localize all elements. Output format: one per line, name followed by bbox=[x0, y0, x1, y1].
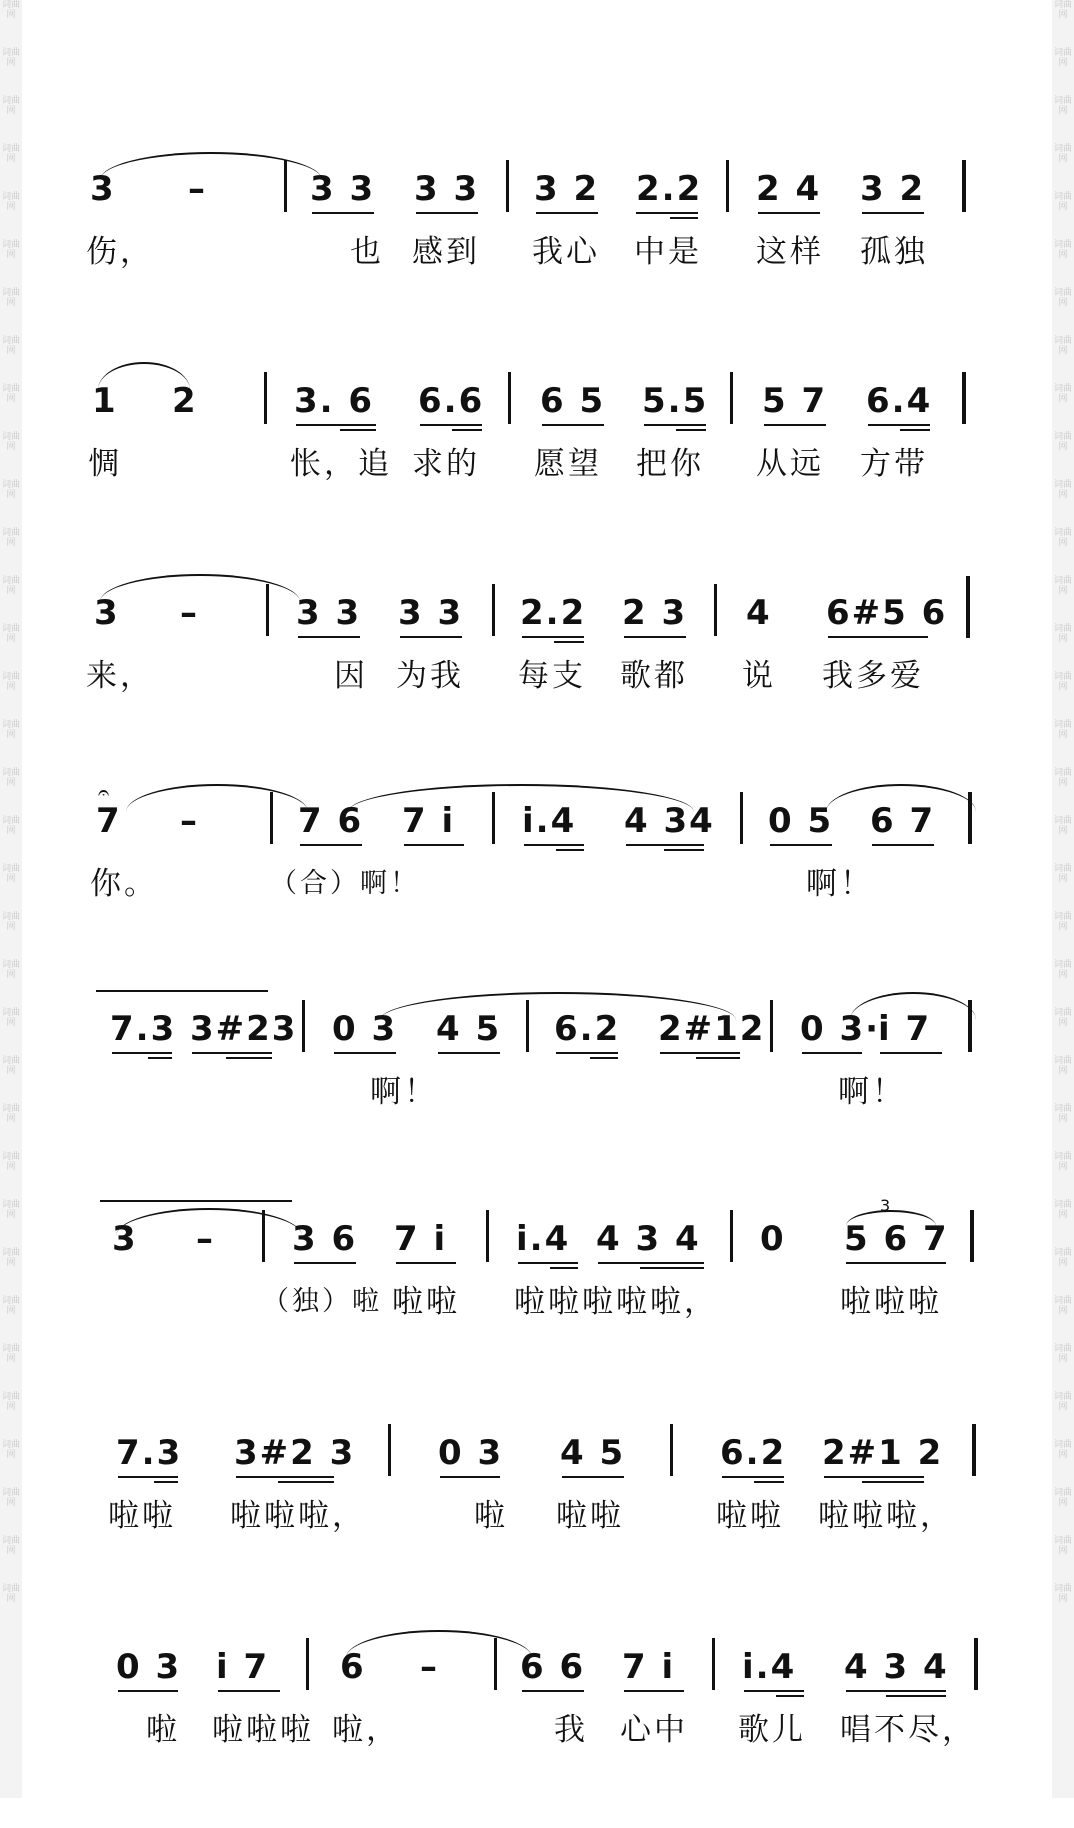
barline bbox=[970, 1210, 974, 1262]
watermark-text: 词曲网 bbox=[1053, 1008, 1072, 1028]
watermark-text: 词曲网 bbox=[1053, 1536, 1072, 1556]
watermark-text: 词曲网 bbox=[1, 384, 20, 404]
lyric: 因 bbox=[334, 658, 368, 694]
barline bbox=[962, 160, 966, 212]
lyric: 感到 bbox=[412, 234, 480, 270]
underline bbox=[524, 844, 584, 846]
watermark-text: 词曲网 bbox=[1053, 528, 1072, 548]
watermark-text: 词曲网 bbox=[1, 1488, 20, 1508]
underline bbox=[722, 1476, 784, 1478]
lyric: 孤独 bbox=[860, 234, 928, 270]
watermark-text: 词曲网 bbox=[1053, 1200, 1072, 1220]
note: 3#23 bbox=[190, 1009, 298, 1049]
underline bbox=[192, 1052, 272, 1054]
lyric: 啦啦啦， bbox=[230, 1498, 366, 1534]
double-underline bbox=[226, 1057, 272, 1059]
watermark-text: 词曲网 bbox=[1, 144, 20, 164]
lyric: 啦啦啦， bbox=[818, 1498, 954, 1534]
lyric: 伤， bbox=[86, 234, 154, 270]
barline bbox=[388, 1424, 391, 1476]
note: 2.2 bbox=[636, 169, 703, 209]
underline bbox=[522, 1690, 584, 1692]
dash: – bbox=[196, 1219, 215, 1259]
note: 4 5 bbox=[436, 1009, 502, 1049]
dash: – bbox=[420, 1647, 439, 1687]
lyric: 唱不尽， bbox=[840, 1712, 976, 1748]
watermark-text: 词曲网 bbox=[1053, 48, 1072, 68]
watermark-text: 词曲网 bbox=[1053, 768, 1072, 788]
double-underline bbox=[452, 429, 482, 431]
watermark-text: 词曲网 bbox=[1, 912, 20, 932]
watermark-text: 词曲网 bbox=[1053, 1584, 1072, 1604]
underline bbox=[758, 212, 820, 214]
underline bbox=[334, 1052, 396, 1054]
note: 5 7 bbox=[762, 381, 828, 421]
watermark-text: 词曲网 bbox=[1053, 1152, 1072, 1172]
note: 0 5 bbox=[768, 801, 834, 841]
lyric: 啦啦啦啦啦， bbox=[514, 1284, 718, 1320]
watermark-text: 词曲网 bbox=[1053, 432, 1072, 452]
lyric: 心中 bbox=[620, 1712, 688, 1748]
lyric: 歌都 bbox=[620, 658, 688, 694]
double-underline bbox=[696, 1057, 740, 1059]
watermark-text: 词曲网 bbox=[1, 720, 20, 740]
tie-line bbox=[96, 990, 268, 992]
note: 6 7 bbox=[870, 801, 936, 841]
underline bbox=[112, 1052, 172, 1054]
note: 6.2 bbox=[720, 1433, 787, 1473]
music-system-5 bbox=[0, 990, 1074, 1190]
note: 2 bbox=[172, 381, 198, 421]
note: 7.3 bbox=[116, 1433, 183, 1473]
double-underline bbox=[900, 429, 930, 431]
lyric: 啦啦啦 bbox=[840, 1284, 942, 1320]
barline bbox=[508, 372, 511, 424]
note: 4 34 bbox=[624, 801, 715, 841]
note: 3 bbox=[112, 1219, 138, 1259]
watermark-text: 词曲网 bbox=[1, 1008, 20, 1028]
barline bbox=[506, 160, 509, 212]
lyric: 方带 bbox=[860, 446, 928, 482]
watermark-text: 词曲网 bbox=[1053, 720, 1072, 740]
note: 0 3 bbox=[438, 1433, 504, 1473]
underline bbox=[416, 212, 478, 214]
lyric: 惆 bbox=[88, 446, 122, 482]
underline bbox=[824, 1476, 924, 1478]
note: 4 3 4 bbox=[596, 1219, 701, 1259]
watermark-text: 词曲网 bbox=[1, 1536, 20, 1556]
slur bbox=[346, 1630, 532, 1658]
barline bbox=[494, 1638, 497, 1690]
watermark-text: 词曲网 bbox=[1053, 384, 1072, 404]
note: i 7 bbox=[216, 1647, 270, 1687]
barline bbox=[968, 1000, 972, 1052]
note: 0 3 bbox=[116, 1647, 182, 1687]
underline bbox=[846, 1690, 946, 1692]
note: 6 5 bbox=[540, 381, 606, 421]
underline bbox=[440, 1476, 500, 1478]
note: 2 3 bbox=[622, 593, 688, 633]
note: 3 bbox=[90, 169, 116, 209]
underline bbox=[218, 1690, 280, 1692]
underline bbox=[294, 1262, 356, 1264]
note: 7 i bbox=[402, 801, 456, 841]
watermark-text: 词曲网 bbox=[1053, 672, 1072, 692]
lyric: 每支 bbox=[518, 658, 586, 694]
underline bbox=[522, 636, 584, 638]
watermark-text: 词曲网 bbox=[1, 1056, 20, 1076]
watermark-text: 词曲网 bbox=[1053, 1248, 1072, 1268]
underline bbox=[636, 212, 698, 214]
barline bbox=[714, 584, 717, 636]
watermark-text: 词曲网 bbox=[1, 816, 20, 836]
barline bbox=[726, 160, 729, 212]
watermark-text: 词曲网 bbox=[1053, 960, 1072, 980]
double-underline bbox=[590, 1057, 618, 1059]
lyric: （合）啊！ bbox=[270, 868, 420, 899]
lyric: 我 bbox=[554, 1712, 588, 1748]
note: 4 bbox=[746, 593, 772, 633]
lyric: 你。 bbox=[90, 866, 158, 902]
watermark-text: 词曲网 bbox=[1, 1392, 20, 1412]
underline bbox=[624, 636, 686, 638]
barline bbox=[968, 792, 972, 844]
lyric: 把你 bbox=[636, 446, 704, 482]
lyric: 啦啦 bbox=[716, 1498, 784, 1534]
barline bbox=[972, 1424, 976, 1476]
lyric: 啦啦 bbox=[392, 1284, 460, 1320]
watermark-text: 词曲网 bbox=[1, 576, 20, 596]
lyric: 啦啦 bbox=[108, 1498, 176, 1534]
barline bbox=[730, 372, 733, 424]
note: 0 3 bbox=[332, 1009, 398, 1049]
underline bbox=[872, 844, 934, 846]
underline bbox=[542, 424, 604, 426]
underline bbox=[312, 212, 374, 214]
watermark-text: 词曲网 bbox=[1, 480, 20, 500]
watermark-text: 词曲网 bbox=[1, 768, 20, 788]
note: 7.3 bbox=[110, 1009, 177, 1049]
music-system-4 bbox=[0, 782, 1074, 982]
watermark-text: 词曲网 bbox=[1053, 240, 1072, 260]
underline bbox=[296, 424, 376, 426]
underline bbox=[396, 1262, 456, 1264]
music-system-8 bbox=[0, 1628, 1074, 1828]
barline bbox=[264, 372, 267, 424]
watermark-text: 词曲网 bbox=[1053, 1440, 1072, 1460]
lyric: 求的 bbox=[412, 446, 480, 482]
watermark-text: 词曲网 bbox=[1053, 1296, 1072, 1316]
lyric: 歌儿 bbox=[738, 1712, 806, 1748]
underline bbox=[802, 1052, 862, 1054]
triplet-mark: 3 bbox=[880, 1196, 891, 1215]
double-underline bbox=[676, 429, 706, 431]
underline bbox=[298, 636, 360, 638]
note: 6.6 bbox=[418, 381, 485, 421]
dash: – bbox=[180, 593, 199, 633]
note: 3 bbox=[94, 593, 120, 633]
watermark-text: 词曲网 bbox=[1, 240, 20, 260]
note: 6 bbox=[340, 1647, 366, 1687]
note: 7 6 bbox=[298, 801, 364, 841]
lyric: 从远 bbox=[756, 446, 824, 482]
barline bbox=[306, 1638, 309, 1690]
note: 6#5 6 bbox=[826, 593, 948, 633]
underline bbox=[420, 424, 482, 426]
watermark-text: 词曲网 bbox=[1, 960, 20, 980]
watermark-text: 词曲网 bbox=[1053, 0, 1072, 20]
dash: – bbox=[188, 169, 207, 209]
double-underline bbox=[776, 1695, 804, 1697]
underline bbox=[744, 1690, 804, 1692]
watermark-text: 词曲网 bbox=[1, 1248, 20, 1268]
underline bbox=[536, 212, 598, 214]
note: 7 bbox=[96, 801, 122, 841]
watermark-text: 词曲网 bbox=[1053, 1392, 1072, 1412]
double-underline bbox=[154, 1481, 178, 1483]
note: 2.2 bbox=[520, 593, 587, 633]
dash: – bbox=[180, 801, 199, 841]
watermark-text: 词曲网 bbox=[1, 672, 20, 692]
underline bbox=[236, 1476, 334, 1478]
watermark-text: 词曲网 bbox=[1, 1152, 20, 1172]
watermark-text: 词曲网 bbox=[1053, 336, 1072, 356]
note: 1 bbox=[92, 381, 118, 421]
note: 2 4 bbox=[756, 169, 822, 209]
watermark-text: 词曲网 bbox=[1, 96, 20, 116]
watermark-text: 词曲网 bbox=[1053, 288, 1072, 308]
slur bbox=[100, 152, 322, 180]
watermark-text: 词曲网 bbox=[1, 1296, 20, 1316]
note: 3. 6 bbox=[294, 381, 375, 421]
underline bbox=[556, 1052, 618, 1054]
underline bbox=[770, 844, 832, 846]
lyric: 愿望 bbox=[534, 446, 602, 482]
note: 4 3 4 bbox=[844, 1647, 949, 1687]
barline bbox=[492, 792, 495, 844]
barline bbox=[974, 1638, 978, 1690]
double-underline bbox=[550, 1267, 578, 1269]
underline bbox=[828, 636, 928, 638]
barline bbox=[770, 1000, 773, 1052]
underline bbox=[562, 1476, 624, 1478]
lyric: （独）啦 bbox=[262, 1286, 382, 1317]
lyric: 啦， bbox=[332, 1712, 400, 1748]
watermark-text: 词曲网 bbox=[1053, 1488, 1072, 1508]
watermark-text: 词曲网 bbox=[1053, 480, 1072, 500]
watermark-text: 词曲网 bbox=[1053, 1104, 1072, 1124]
barline bbox=[270, 792, 273, 844]
underline bbox=[846, 1262, 946, 1264]
underline bbox=[660, 1052, 740, 1054]
barline bbox=[266, 584, 269, 636]
lyric: 来， bbox=[86, 658, 154, 694]
underline bbox=[624, 1690, 684, 1692]
note: 7 i bbox=[622, 1647, 676, 1687]
lyric: 这样 bbox=[756, 234, 824, 270]
note: i.4 bbox=[516, 1219, 571, 1259]
lyric: 我多爱 bbox=[822, 658, 924, 694]
barline bbox=[486, 1210, 489, 1262]
note: 5 6 7 bbox=[844, 1219, 949, 1259]
double-underline bbox=[640, 1267, 704, 1269]
note: 5.5 bbox=[642, 381, 709, 421]
watermark-text: 词曲网 bbox=[1, 336, 20, 356]
watermark-text: 词曲网 bbox=[1053, 1344, 1072, 1364]
note: i 7 bbox=[878, 1009, 932, 1049]
double-underline bbox=[278, 1481, 334, 1483]
watermark-text: 词曲网 bbox=[1, 1200, 20, 1220]
watermark-text: 词曲网 bbox=[1, 0, 20, 20]
lyric: 啊！ bbox=[806, 866, 874, 902]
watermark-text: 词曲网 bbox=[1053, 816, 1072, 836]
tie-line bbox=[100, 1200, 292, 1202]
note: 4 5 bbox=[560, 1433, 626, 1473]
underline bbox=[626, 844, 704, 846]
double-underline bbox=[556, 849, 584, 851]
underline bbox=[438, 1052, 500, 1054]
watermark-text: 词曲网 bbox=[1, 432, 20, 452]
underline bbox=[868, 424, 930, 426]
note: 3 2 bbox=[534, 169, 600, 209]
lyric: 中是 bbox=[634, 234, 702, 270]
music-system-6 bbox=[0, 1196, 1074, 1400]
underline bbox=[400, 636, 462, 638]
note: 3 6 bbox=[292, 1219, 358, 1259]
watermark-text: 词曲网 bbox=[1053, 1056, 1072, 1076]
note: 3 2 bbox=[860, 169, 926, 209]
fermata-icon: 𝄐 bbox=[98, 780, 110, 804]
lyric: 啊！ bbox=[838, 1074, 906, 1110]
lyric: 啦啦啦 bbox=[212, 1712, 314, 1748]
barline bbox=[302, 1000, 305, 1052]
watermark-text: 词曲网 bbox=[1, 288, 20, 308]
barline bbox=[526, 1000, 529, 1052]
lyric: 为我 bbox=[396, 658, 464, 694]
underline bbox=[118, 1690, 178, 1692]
barline bbox=[262, 1210, 265, 1262]
watermark-text: 词曲网 bbox=[1053, 864, 1072, 884]
double-underline bbox=[664, 849, 704, 851]
watermark-text: 词曲网 bbox=[1, 1584, 20, 1604]
note: 3 3 bbox=[414, 169, 480, 209]
note: 2#1 2 bbox=[822, 1433, 944, 1473]
underline bbox=[300, 844, 362, 846]
watermark-text: 词曲网 bbox=[1, 1344, 20, 1364]
watermark-text: 词曲网 bbox=[1053, 144, 1072, 164]
note: 3#2 3 bbox=[234, 1433, 356, 1473]
music-system-1 bbox=[0, 150, 1074, 350]
lyric: 我心 bbox=[532, 234, 600, 270]
note: 0 bbox=[760, 1219, 786, 1259]
note: 0 3· bbox=[800, 1009, 881, 1049]
watermark-text: 词曲网 bbox=[1, 48, 20, 68]
double-underline bbox=[340, 429, 376, 431]
note: 6.2 bbox=[554, 1009, 621, 1049]
music-system-3 bbox=[0, 574, 1074, 774]
barline bbox=[492, 584, 495, 636]
note: 3 3 bbox=[296, 593, 362, 633]
lyric: 说 bbox=[742, 658, 776, 694]
barline bbox=[670, 1424, 673, 1476]
lyric: 啦啦 bbox=[556, 1498, 624, 1534]
lyric: 怅，追 bbox=[290, 446, 392, 482]
watermark-text: 词曲网 bbox=[1053, 576, 1072, 596]
double-underline bbox=[148, 1057, 172, 1059]
watermark-text: 词曲网 bbox=[1, 1104, 20, 1124]
watermark-text: 词曲网 bbox=[1, 1440, 20, 1460]
note: 3 3 bbox=[398, 593, 464, 633]
note: 3 3 bbox=[310, 169, 376, 209]
note: 6 6 bbox=[520, 1647, 586, 1687]
underline bbox=[518, 1262, 578, 1264]
barline bbox=[740, 792, 743, 844]
double-underline bbox=[862, 1481, 924, 1483]
underline bbox=[404, 844, 464, 846]
double-underline bbox=[554, 641, 584, 643]
note: 2#12 bbox=[658, 1009, 766, 1049]
note: 7 i bbox=[394, 1219, 448, 1259]
lyric: 啦 bbox=[146, 1712, 180, 1748]
underline bbox=[880, 1052, 942, 1054]
watermark-text: 词曲网 bbox=[1053, 96, 1072, 116]
watermark-text: 词曲网 bbox=[1, 528, 20, 548]
double-underline bbox=[886, 1695, 946, 1697]
barline bbox=[966, 576, 970, 638]
double-underline bbox=[670, 217, 698, 219]
barline bbox=[712, 1638, 715, 1690]
lyric: 也 bbox=[350, 234, 384, 270]
note: i.4 bbox=[742, 1647, 797, 1687]
note: 6.4 bbox=[866, 381, 933, 421]
watermark-text: 词曲网 bbox=[1053, 192, 1072, 212]
underline bbox=[862, 212, 924, 214]
double-underline bbox=[754, 1481, 784, 1483]
lyric: 啦 bbox=[474, 1498, 508, 1534]
underline bbox=[644, 424, 706, 426]
underline bbox=[118, 1476, 178, 1478]
lyric: 啊！ bbox=[370, 1074, 438, 1110]
barline bbox=[730, 1210, 733, 1262]
music-system-7 bbox=[0, 1414, 1074, 1614]
slur bbox=[126, 784, 308, 812]
watermark-text: 词曲网 bbox=[1053, 912, 1072, 932]
slur bbox=[100, 574, 300, 602]
watermark-text: 词曲网 bbox=[1, 624, 20, 644]
watermark-text: 词曲网 bbox=[1, 864, 20, 884]
barline bbox=[962, 372, 966, 424]
watermark-text: 词曲网 bbox=[1, 192, 20, 212]
underline bbox=[598, 1262, 704, 1264]
barline bbox=[284, 160, 287, 212]
music-system-2 bbox=[0, 362, 1074, 562]
underline bbox=[764, 424, 826, 426]
note: i.4 bbox=[522, 801, 577, 841]
watermark-text: 词曲网 bbox=[1053, 624, 1072, 644]
